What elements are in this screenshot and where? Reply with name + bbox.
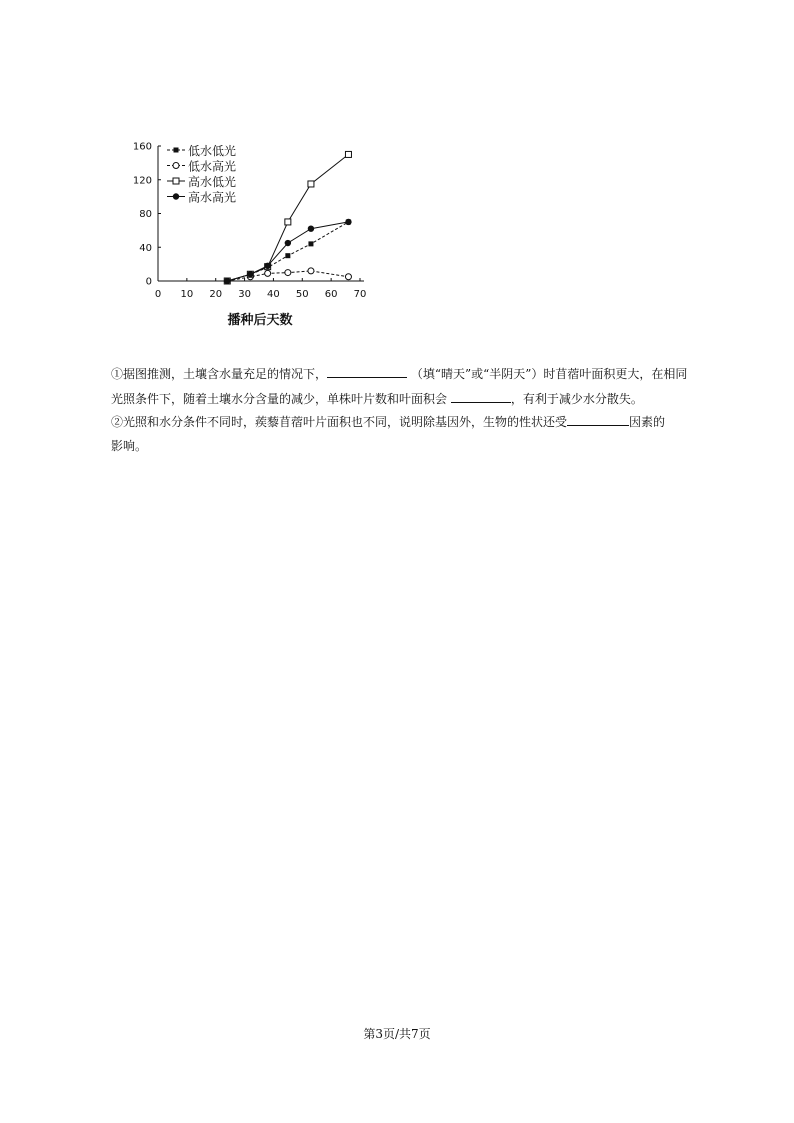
data-point [264, 263, 270, 269]
x-tick-label: 0 [154, 289, 162, 300]
y-tick-label: 120 [132, 175, 152, 187]
x-tick-label: 30 [238, 289, 251, 300]
x-axis-label: 播种后天数 [227, 313, 293, 328]
data-point [308, 268, 314, 274]
question-1-line-1 [111, 362, 691, 387]
data-point [265, 270, 271, 276]
series-line [227, 154, 348, 281]
data-point [285, 240, 291, 246]
leaf-area-line-chart [120, 130, 380, 335]
question-2-text-c: 影响。 [111, 439, 148, 453]
answer-blank-2[interactable] [451, 388, 511, 403]
legend-marker [173, 193, 179, 199]
data-point [285, 270, 291, 276]
data-point [308, 241, 313, 246]
question-1-text-a: ①据图推测，土壤含水量充足的情况下， [111, 367, 328, 381]
legend-marker [174, 148, 179, 153]
legend-label: 低水低光 [188, 144, 237, 158]
data-point [345, 274, 351, 280]
legend-item-2 [167, 159, 236, 174]
data-point [285, 253, 290, 258]
answer-blank-1[interactable] [327, 363, 407, 378]
question-1-text-b: （填“晴天”或“半阴天”）时苜蓿叶面积更大，在相同 [410, 367, 688, 381]
legend-item-4 [167, 190, 236, 205]
question-1-text-d: ，有利于减少水分散失。 [510, 392, 643, 406]
legend-label: 高水低光 [188, 175, 237, 189]
y-tick-label: 0 [145, 276, 152, 288]
question-2-text-a: ②光照和水分条件不同时，蒺藜苜蓿叶片面积也不同，说明除基因外，生物的性状还受 [111, 415, 568, 429]
y-tick-label: 160 [132, 141, 152, 153]
data-point [247, 271, 253, 277]
chart-legend [167, 143, 236, 205]
x-tick-label: 70 [353, 289, 367, 300]
x-tick-label: 40 [267, 289, 280, 300]
series-3 [224, 151, 351, 284]
x-tick-label: 20 [209, 289, 223, 300]
question-1-text-c: 光照条件下，随着土壤水分含量的减少，单株叶片数和叶面积会 [111, 392, 448, 406]
data-point [224, 278, 230, 284]
legend-item-3 [167, 174, 236, 189]
data-point [345, 151, 351, 157]
answer-blank-3[interactable] [567, 411, 629, 426]
x-tick-label: 50 [295, 289, 309, 300]
chart-series [224, 151, 352, 284]
y-tick-label: 40 [139, 242, 152, 254]
legend-marker [173, 178, 179, 184]
question-2-line-2 [111, 434, 691, 459]
question-2-line-1 [111, 410, 691, 435]
y-tick-label: 80 [139, 209, 152, 220]
data-point [308, 225, 314, 231]
data-point [285, 219, 291, 225]
question-2-text-b: 因素的 [629, 415, 666, 429]
x-tick-label: 60 [324, 289, 338, 300]
x-tick-label: 10 [180, 289, 194, 300]
data-point [308, 181, 314, 187]
data-point [345, 219, 351, 225]
legend-item-1 [167, 143, 236, 158]
legend-label: 高水高光 [188, 190, 237, 205]
question-1-line-2 [111, 387, 691, 412]
legend-label: 低水高光 [188, 159, 237, 174]
page-footer: 第3页/共7页 [363, 1027, 431, 1041]
legend-marker [173, 163, 179, 169]
